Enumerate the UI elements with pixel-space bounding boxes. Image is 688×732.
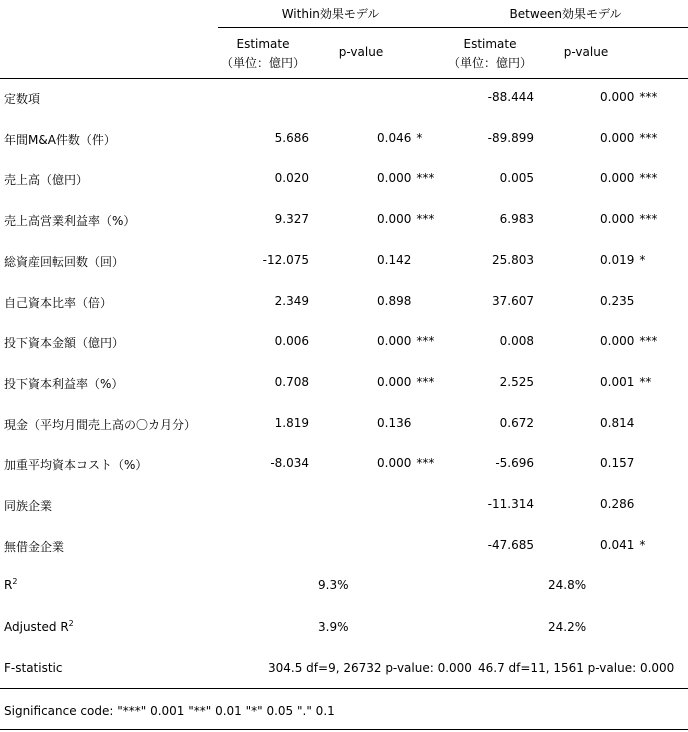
within-estimate: 1.819 [274, 416, 309, 430]
within-estimate: 0.020 [274, 171, 309, 185]
row-label: 投下資本金額（億円） [4, 336, 125, 350]
within-estimate: 0.708 [274, 375, 309, 389]
within-pvalue-value: 0.000 [377, 212, 412, 226]
header-bottom-rule [0, 78, 688, 79]
between-pvalue [600, 416, 663, 430]
between-estimate: 2.525 [499, 375, 534, 389]
within-pvalue [377, 334, 440, 348]
row-label: 無借金企業 [4, 540, 65, 554]
within-significance: *** [416, 212, 435, 226]
between-significance: * [639, 538, 646, 552]
within-group-rule [218, 27, 443, 28]
between-pvalue-value: 0.235 [600, 294, 635, 308]
row-label: 加重平均資本コスト（%） [4, 458, 148, 472]
within-pvalue [377, 90, 406, 104]
between-pvalue [600, 294, 663, 308]
adj-r2-within: 3.9% [318, 620, 349, 634]
between-pvalue [600, 131, 663, 145]
row-label: 総資産回転回数（回） [4, 255, 125, 269]
between-significance: *** [639, 131, 658, 145]
row-label: 定数項 [4, 92, 41, 106]
within-pvalue [377, 497, 406, 511]
row-label: 売上高（億円） [4, 173, 89, 187]
between-pvalue-value: 0.157 [600, 456, 635, 470]
between-pvalue [600, 212, 663, 226]
between-group-title: Between効果モデル [509, 7, 622, 21]
within-estimate: 0.006 [274, 334, 309, 348]
within-pvalue [377, 456, 440, 470]
between-estimate: -88.444 [487, 90, 534, 104]
within-estimate: 9.327 [274, 212, 309, 226]
between-pvalue-value: 0.001 [600, 375, 635, 389]
between-significance: *** [639, 90, 658, 104]
between-pvalue-value: 0.000 [600, 90, 635, 104]
within-estimate: -12.075 [262, 253, 309, 267]
adj-r2-between: 24.2% [548, 620, 587, 634]
between-pvalue-value: 0.000 [600, 212, 635, 226]
within-significance: * [416, 131, 423, 145]
between-pvalue-value: 0.000 [600, 131, 635, 145]
adj-r2-label: Adjusted $R^2$ [4, 619, 74, 634]
between-pvalue-value: 0.000 [600, 171, 635, 185]
between-estimate: -47.685 [487, 538, 534, 552]
between-estimate: 0.005 [499, 171, 534, 185]
between-estimate: 6.983 [499, 212, 534, 226]
within-significance: *** [416, 456, 435, 470]
between-estimate: 0.672 [499, 416, 534, 430]
within-pvalue-header: p-value [338, 45, 384, 59]
between-pvalue [600, 171, 663, 185]
between-pvalue-value: 0.041 [600, 538, 635, 552]
f-stat-within: 304.5 df=9, 26732 p-value: 0.000 [268, 661, 472, 675]
between-significance: * [639, 253, 646, 267]
within-pvalue [377, 253, 440, 267]
within-significance: *** [416, 334, 435, 348]
within-estimate: 5.686 [274, 131, 309, 145]
between-pvalue [600, 253, 663, 267]
between-estimate-header: Estimate （単位：億円） [447, 37, 532, 70]
between-estimate: -11.314 [487, 497, 534, 511]
between-pvalue [600, 90, 663, 104]
within-pvalue [377, 375, 440, 389]
stats-bottom-rule [0, 688, 688, 689]
within-significance: *** [416, 171, 435, 185]
between-pvalue-header: p-value [563, 45, 609, 59]
within-pvalue-value: 0.136 [377, 416, 412, 430]
within-pvalue [377, 171, 440, 185]
between-pvalue-value: 0.814 [600, 416, 635, 430]
row-label: 同族企業 [4, 499, 53, 513]
between-pvalue [600, 456, 663, 470]
within-pvalue-value: 0.898 [377, 294, 412, 308]
within-pvalue [377, 538, 406, 552]
between-estimate: -89.899 [487, 131, 534, 145]
r2-label: $R^2$ [4, 577, 18, 592]
within-estimate: -8.034 [270, 456, 309, 470]
between-estimate: 25.803 [492, 253, 534, 267]
within-pvalue-value: 0.000 [377, 171, 412, 185]
within-estimate: 2.349 [274, 294, 309, 308]
within-pvalue-value: 0.000 [377, 375, 412, 389]
r2-within: 9.3% [318, 578, 349, 592]
within-pvalue [377, 212, 440, 226]
significance-footnote: Significance code: "***" 0.001 "**" 0.01 "*" 0.05 "." 0.1 [4, 704, 335, 718]
between-significance: *** [639, 171, 658, 185]
row-label: 自己資本比率（倍） [4, 296, 113, 310]
between-estimate: 37.607 [492, 294, 534, 308]
between-pvalue-value: 0.019 [600, 253, 635, 267]
within-pvalue-value: 0.000 [377, 334, 412, 348]
between-estimate: -5.696 [495, 456, 534, 470]
between-significance: *** [639, 334, 658, 348]
f-stat-label: F-statistic [4, 661, 63, 675]
between-estimate: 0.008 [499, 334, 534, 348]
row-label: 現金（平均月間売上高の〇カ月分） [4, 418, 197, 432]
row-label: 投下資本利益率（%） [4, 377, 124, 391]
within-pvalue [377, 294, 440, 308]
row-label: 売上高営業利益率（%） [4, 214, 136, 228]
table-bottom-rule [0, 729, 688, 730]
within-pvalue-value: 0.000 [377, 456, 412, 470]
within-pvalue-value: 0.046 [377, 131, 412, 145]
between-pvalue [600, 497, 663, 511]
between-pvalue [600, 538, 663, 552]
between-significance: *** [639, 212, 658, 226]
within-pvalue-value: 0.142 [377, 253, 412, 267]
between-pvalue-value: 0.000 [600, 334, 635, 348]
between-pvalue [600, 375, 663, 389]
within-group-title: Within効果モデル [281, 7, 380, 21]
within-pvalue [377, 416, 440, 430]
within-pvalue [377, 131, 440, 145]
f-stat-between: 46.7 df=11, 1561 p-value: 0.000 [478, 661, 675, 675]
between-pvalue [600, 334, 663, 348]
row-label: 年間M&A件数（件） [4, 133, 116, 147]
within-estimate-header: Estimate （単位：億円） [220, 37, 305, 70]
within-significance: *** [416, 375, 435, 389]
between-group-rule [443, 27, 688, 28]
between-pvalue-value: 0.286 [600, 497, 635, 511]
r2-between: 24.8% [548, 578, 587, 592]
between-significance: ** [639, 375, 652, 389]
